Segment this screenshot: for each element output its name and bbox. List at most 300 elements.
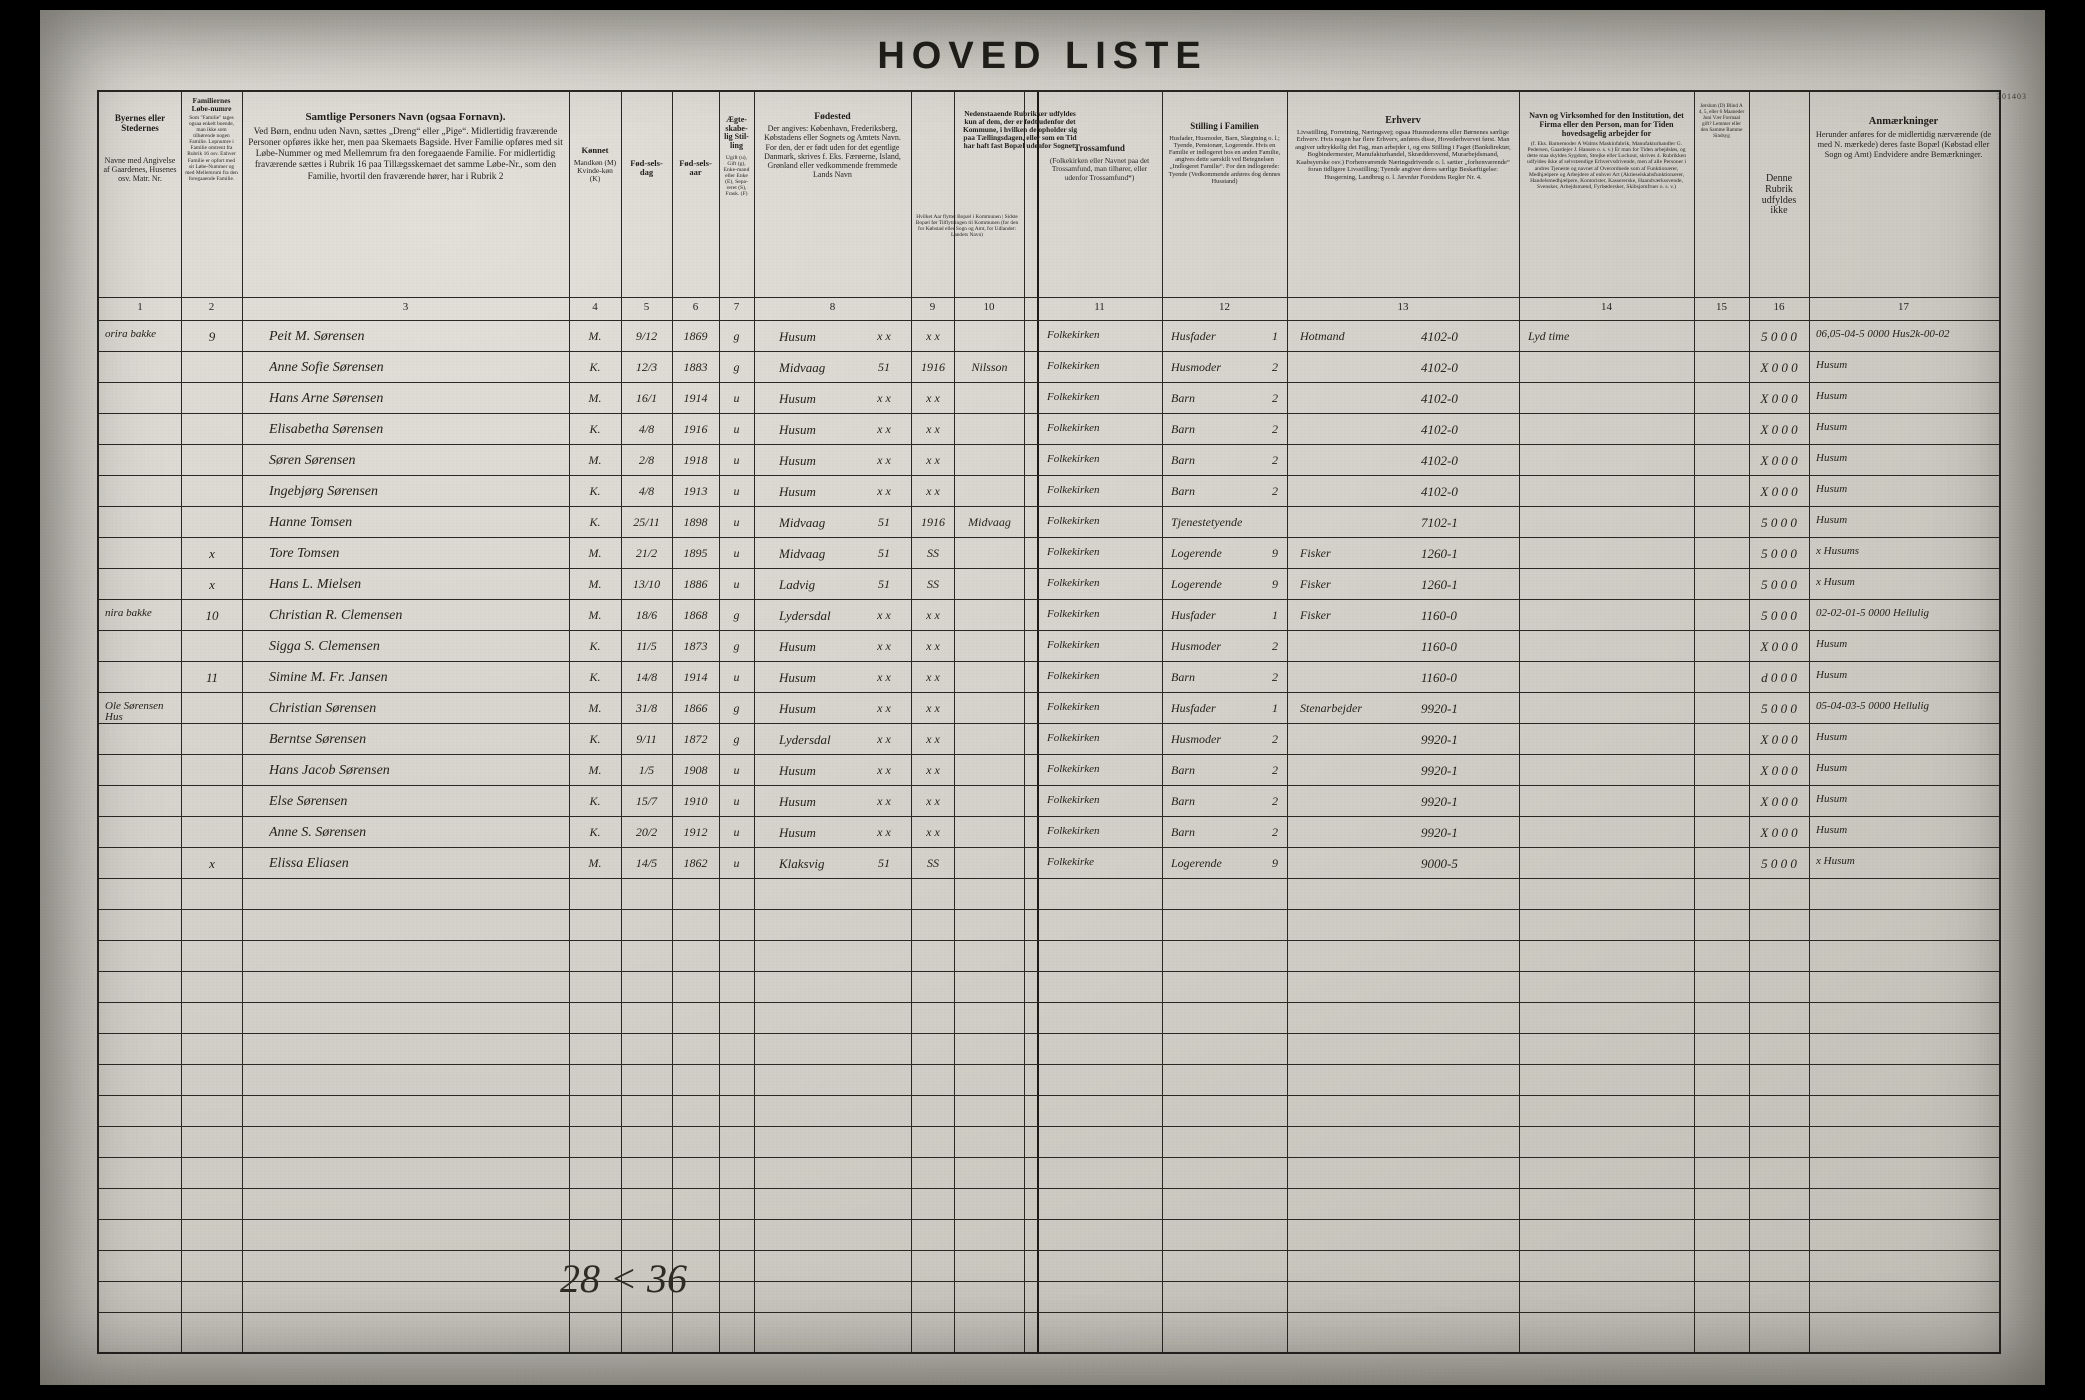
cell-occ_code: 1260-1 bbox=[1421, 577, 1458, 592]
colnum-4: 4 bbox=[592, 301, 598, 313]
cell-position: Husmoder bbox=[1171, 360, 1221, 374]
cell-byear: 1869 bbox=[683, 329, 708, 343]
cell-occ_code: 4102-0 bbox=[1421, 391, 1458, 406]
cell-name: Anne Sofie Sørensen bbox=[269, 360, 384, 375]
cell-denom: Folkekirken bbox=[1047, 577, 1100, 589]
colnum-3: 3 bbox=[402, 301, 409, 313]
cell-yr: SS bbox=[927, 856, 939, 870]
cell-bp_marks: x x bbox=[877, 422, 891, 436]
header-col-1: Byernes eller Stedernes Navne med Angivelse af Gaardenes, Husenes osv. Matr. Nr. bbox=[103, 113, 177, 183]
cell-yr: x x bbox=[926, 639, 940, 653]
cell-byear: 1868 bbox=[683, 608, 708, 622]
cell-from: Midvaag bbox=[968, 515, 1011, 529]
cell-sex: M. bbox=[588, 329, 602, 343]
cell-denom: Folkekirken bbox=[1047, 453, 1100, 465]
cell-byear: 1908 bbox=[683, 763, 708, 777]
cell-rubric: X 0 0 0 bbox=[1760, 453, 1798, 468]
cell-marital: u bbox=[733, 794, 740, 808]
cell-name: Elissa Eliasen bbox=[269, 856, 349, 871]
cell-bday: 4/8 bbox=[638, 484, 655, 498]
cell-rubric: 5 0 0 0 bbox=[1761, 515, 1797, 530]
cell-birthplace: Husum bbox=[779, 701, 816, 716]
cell-bp_marks: 51 bbox=[878, 515, 890, 529]
colnum-14: 14 bbox=[1601, 301, 1612, 313]
cell-rubric: X 0 0 0 bbox=[1760, 794, 1798, 809]
cell-bp_marks: x x bbox=[877, 608, 891, 622]
cell-position: Barn bbox=[1171, 453, 1195, 467]
cell-name: Sigga S. Clemensen bbox=[269, 639, 380, 654]
cell-pos_no: 2 bbox=[1272, 360, 1278, 374]
cell-name: Tore Tomsen bbox=[269, 546, 340, 561]
cell-bday: 9/12 bbox=[635, 329, 658, 343]
cell-marital: g bbox=[733, 360, 740, 374]
cell-name: Berntse Sørensen bbox=[269, 732, 367, 747]
cell-bp_marks: 51 bbox=[878, 360, 890, 374]
cell-fam: 11 bbox=[205, 670, 219, 685]
cell-pos_no: 9 bbox=[1272, 546, 1278, 560]
cell-notes: Husum bbox=[1816, 360, 1848, 371]
cell-occupation: Fisker bbox=[1300, 577, 1331, 591]
cell-bday: 12/3 bbox=[635, 360, 658, 374]
cell-name: Christian Sørensen bbox=[269, 701, 377, 716]
cell-denom: Folkekirken bbox=[1047, 639, 1100, 651]
cell-birthplace: Klaksvig bbox=[779, 856, 825, 871]
cell-marital: g bbox=[733, 329, 740, 343]
cell-name: Søren Sørensen bbox=[269, 453, 356, 468]
cell-denom: Folkekirke bbox=[1047, 856, 1095, 868]
cell-position: Barn bbox=[1171, 670, 1195, 684]
page-title: HOVED LISTE bbox=[877, 35, 1208, 77]
cell-fam: 9 bbox=[208, 329, 216, 344]
cell-bp_marks: x x bbox=[877, 329, 891, 343]
cell-notes: Husum bbox=[1816, 763, 1848, 774]
header-col-8: Fødested Der angives: København, Frederiksberg, Købstadens eller Sognets og Amtets Navn. For den, der er født uden for det egentlige Danmark, skrives f. Eks. Færøerne, Island, Grønland eller vedkommende fremmede Lands Navn bbox=[764, 112, 901, 180]
cell-birthplace: Husum bbox=[779, 794, 816, 809]
cell-birthplace: Husum bbox=[779, 422, 816, 437]
cell-denom: Folkekirken bbox=[1047, 515, 1100, 527]
cell-bday: 15/7 bbox=[635, 794, 658, 808]
cell-occupation: Stenarbejder bbox=[1300, 701, 1362, 715]
cell-bday: 21/2 bbox=[635, 546, 658, 560]
cell-marital: u bbox=[733, 515, 740, 529]
cell-marital: u bbox=[733, 453, 740, 467]
cell-sex: K. bbox=[589, 794, 601, 808]
cell-pos_no: 9 bbox=[1272, 856, 1278, 870]
colnum-6: 6 bbox=[692, 301, 699, 313]
cell-notes: Husum bbox=[1816, 391, 1848, 402]
cell-notes: Husum bbox=[1816, 825, 1848, 836]
cell-marital: u bbox=[733, 856, 740, 870]
cell-bp_marks: x x bbox=[877, 825, 891, 839]
cell-occ_code: 4102-0 bbox=[1421, 360, 1458, 375]
cell-place: nira bakke bbox=[105, 608, 152, 619]
header-col-13: Erhverv Livsstilling, Forretning, Næringsvej; ogsaa Husmoderens eller Børnenes særlige Erhverv. Hvis nogen har flere Erhverv, anføres disse, Hovederhvervet først. Man angiver udtrykkelig det Fag, man arbejder i, og ens Stilling i Faget (Bankdirektør, Bogbindermester, Manufakturhandel, Skræddersvend, Murarbejdsmand, Kaabsyerske osv.) Forhenværende Næringsdrivende o. l. sætter „forhenværende“ foran tidligere Livsstilling; Tyende angiver deres særlige Beskæftigelse: Husgerning, Landbrug o. l. Jævnfør Forsidens Regler Nr. 4. bbox=[1295, 115, 1511, 181]
cell-birthplace: Husum bbox=[779, 453, 816, 468]
cell-bday: 2/8 bbox=[638, 453, 655, 467]
cell-sex: M. bbox=[588, 856, 602, 870]
cell-byear: 1872 bbox=[683, 732, 708, 746]
cell-occ_code: 4102-0 bbox=[1421, 329, 1458, 344]
cell-denom: Folkekirken bbox=[1047, 794, 1100, 806]
cell-name: Hans Jacob Sørensen bbox=[269, 763, 390, 778]
census-table bbox=[97, 90, 2001, 1354]
cell-birthplace: Ladvig bbox=[779, 577, 816, 592]
colnum-13: 13 bbox=[1397, 301, 1409, 313]
cell-yr: x x bbox=[926, 763, 940, 777]
cell-birthplace: Midvaag bbox=[779, 515, 826, 530]
cell-occ_code: 9920-1 bbox=[1421, 732, 1458, 747]
cell-yr: x x bbox=[926, 701, 940, 715]
cell-place: Ole Sørensen Hus bbox=[105, 701, 164, 723]
cell-rubric: 5 0 0 0 bbox=[1761, 856, 1797, 871]
cell-rubric: 5 0 0 0 bbox=[1761, 329, 1797, 344]
colnum-2: 2 bbox=[208, 301, 215, 313]
cell-name: Else Sørensen bbox=[269, 794, 348, 809]
cell-position: Husmoder bbox=[1171, 639, 1221, 653]
cell-byear: 1913 bbox=[683, 484, 708, 498]
cell-denom: Folkekirken bbox=[1047, 391, 1100, 403]
cell-occ_code: 9920-1 bbox=[1421, 763, 1458, 778]
cell-byear: 1918 bbox=[683, 453, 708, 467]
cell-occ_code: 4102-0 bbox=[1421, 422, 1458, 437]
cell-sex: M. bbox=[588, 763, 602, 777]
cell-place: orira bakke bbox=[105, 329, 157, 340]
cell-position: Logerende bbox=[1171, 577, 1222, 591]
cell-yr: 1916 bbox=[921, 515, 945, 529]
cell-yr: 1916 bbox=[921, 360, 945, 374]
cell-bp_marks: x x bbox=[877, 484, 891, 498]
cell-denom: Folkekirken bbox=[1047, 763, 1100, 775]
cell-bp_marks: x x bbox=[877, 391, 891, 405]
cell-name: Hanne Tomsen bbox=[269, 515, 353, 530]
cell-byear: 1895 bbox=[683, 546, 708, 560]
colnum-16: 16 bbox=[1773, 301, 1785, 313]
cell-occ_code: 1160-0 bbox=[1421, 639, 1457, 654]
cell-rubric: 5 0 0 0 bbox=[1761, 608, 1797, 623]
cell-bday: 1/5 bbox=[638, 763, 655, 777]
cell-position: Logerende bbox=[1171, 856, 1222, 870]
cell-marital: g bbox=[733, 732, 740, 746]
cell-rubric: X 0 0 0 bbox=[1760, 732, 1798, 747]
cell-birthplace: Midvaag bbox=[779, 546, 826, 561]
cell-marital: u bbox=[733, 577, 740, 591]
cell-bp_marks: x x bbox=[877, 670, 891, 684]
cell-occ_code: 9000-5 bbox=[1421, 856, 1458, 871]
cell-denom: Folkekirken bbox=[1047, 732, 1100, 744]
colnum-8: 8 bbox=[829, 301, 836, 313]
header-col-12: Stilling i Familien Husfader, Husmoder, Barn, Slægtning o. l.; Tyende, Pensionær, Logerende. Hvis en Familie er indlogeret hos en anden Familie, angives dette særskilt ved Betegnelsen „Indlogeret Familie“. For den indlogerede: Tyende (Vedkommende anføres dog dennes Husstand) bbox=[1168, 121, 1281, 185]
cell-birthplace: Husum bbox=[779, 639, 816, 654]
cell-occupation: Fisker bbox=[1300, 546, 1331, 560]
header-col-15: Jørslum (D) Blind A 4, 5, eller 6 Maaneder Juni Vær Formaal gift? Lemmer eller den Samme Ramme Sindsyg bbox=[1698, 103, 1745, 139]
cell-byear: 1866 bbox=[683, 701, 708, 715]
cell-fam: 10 bbox=[205, 608, 219, 623]
cell-birthplace: Husum bbox=[779, 329, 816, 344]
cell-occ_code: 1160-0 bbox=[1421, 608, 1457, 623]
cell-notes: Husum bbox=[1816, 794, 1848, 805]
cell-sex: M. bbox=[588, 453, 602, 467]
cell-marital: u bbox=[733, 763, 740, 777]
cell-denom: Folkekirken bbox=[1047, 484, 1100, 496]
cell-byear: 1873 bbox=[683, 639, 708, 653]
cell-sex: M. bbox=[588, 608, 602, 622]
cell-pos_no: 2 bbox=[1272, 422, 1278, 436]
cell-notes: 05-04-03-5 0000 Hellulig bbox=[1816, 701, 1930, 712]
cell-fam: x bbox=[209, 577, 215, 592]
cell-sex: K. bbox=[589, 825, 601, 839]
cell-position: Barn bbox=[1171, 794, 1195, 808]
cell-birthplace: Husum bbox=[779, 763, 816, 778]
cell-name: Anne S. Sørensen bbox=[269, 825, 367, 840]
cell-bday: 13/10 bbox=[632, 577, 661, 591]
cell-bday: 11/5 bbox=[636, 639, 657, 653]
cell-birthplace: Midvaag bbox=[779, 360, 826, 375]
cell-bday: 16/1 bbox=[635, 391, 658, 405]
cell-name: Hans L. Mielsen bbox=[269, 577, 362, 592]
cell-pos_no: 2 bbox=[1272, 794, 1278, 808]
cell-yr: x x bbox=[926, 670, 940, 684]
cell-bday: 4/8 bbox=[638, 422, 655, 436]
cell-sex: K. bbox=[589, 484, 601, 498]
cell-notes: x Husums bbox=[1816, 546, 1860, 557]
cell-fam: x bbox=[209, 856, 215, 871]
cell-sex: M. bbox=[588, 577, 602, 591]
cell-yr: x x bbox=[926, 391, 940, 405]
cell-byear: 1883 bbox=[683, 360, 708, 374]
cell-marital: g bbox=[733, 639, 740, 653]
cell-sex: M. bbox=[588, 391, 602, 405]
cell-position: Husfader bbox=[1171, 329, 1216, 343]
cell-position: Logerende bbox=[1171, 546, 1222, 560]
cell-pos_no: 2 bbox=[1272, 825, 1278, 839]
cell-notes: x Husum bbox=[1816, 856, 1855, 867]
cell-pos_no: 9 bbox=[1272, 577, 1278, 591]
cell-occ_code: 7102-1 bbox=[1421, 515, 1458, 530]
cell-denom: Folkekirken bbox=[1047, 670, 1100, 682]
cell-occ_code: 9920-1 bbox=[1421, 794, 1458, 809]
cell-bp_marks: x x bbox=[877, 732, 891, 746]
cell-rubric: X 0 0 0 bbox=[1760, 422, 1798, 437]
colnum-1: 1 bbox=[137, 301, 143, 313]
cell-sex: K. bbox=[589, 639, 601, 653]
cell-yr: x x bbox=[926, 825, 940, 839]
header-col-14: Navn og Virksomhed for den Institution, det Firma eller den Person, man for Tiden hovedsagelig arbejder for (f. Eks. Barnemoder A Walms Maskinfabrik, Manufakturhandler G. Pedersen, Gaardejer J. Hansen o. s. v.) Er man for Tiden arbejdsløs, og dette maa skyldes Sygdom, Strejke eller Lockout, skrives 4. Rubrikken udfyldes ikke af selvstændige Erhvervsdrivende, men af alle Personer i andres Tjeneste og navnet af Overordnede som af Funktionærer, Medhjælpere og Arbejdere af enhver Art (Aktieselskabsfunktionærer, Handelsmedhjælpere, Kontorister, Kassererske, Haandværkssvende, Svensker, Arbejdsmænd, Fyrbødersker, Skibsjomfruer o. s. v.) bbox=[1526, 111, 1687, 191]
cell-occ_code: 4102-0 bbox=[1421, 453, 1458, 468]
header-col-6: Fød-sels-aar bbox=[679, 158, 712, 178]
cell-bday: 14/5 bbox=[635, 856, 658, 870]
cell-sex: M. bbox=[588, 701, 602, 715]
cell-yr: SS bbox=[927, 577, 939, 591]
cell-name: Peit M. Sørensen bbox=[269, 329, 365, 344]
cell-bp_marks: x x bbox=[877, 453, 891, 467]
cell-yr: x x bbox=[926, 329, 940, 343]
cell-yr: x x bbox=[926, 484, 940, 498]
cell-bp_marks: 51 bbox=[878, 577, 890, 591]
cell-bp_marks: 51 bbox=[878, 856, 890, 870]
cell-notes: 06,05-04-5 0000 Hus2k-00-02 bbox=[1816, 329, 1950, 340]
cell-bday: 14/8 bbox=[635, 670, 658, 684]
cell-pos_no: 2 bbox=[1272, 732, 1278, 746]
cell-pos_no: 2 bbox=[1272, 639, 1278, 653]
cell-position: Tjenestetyende bbox=[1171, 515, 1243, 529]
colnum-9: 9 bbox=[929, 301, 936, 313]
cell-occupation: Hotmand bbox=[1300, 329, 1345, 343]
colnum-7: 7 bbox=[733, 301, 740, 313]
cell-position: Barn bbox=[1171, 763, 1195, 777]
cell-bp_marks: 51 bbox=[878, 546, 890, 560]
cell-denom: Folkekirken bbox=[1047, 329, 1100, 341]
colnum-10: 10 bbox=[983, 301, 995, 313]
cell-sex: K. bbox=[589, 360, 601, 374]
colnum-5: 5 bbox=[643, 301, 650, 313]
cell-birthplace: Lydersdal bbox=[779, 608, 831, 623]
pencil-annotation: 28 < 36 bbox=[560, 1256, 687, 1301]
cell-notes: x Husum bbox=[1816, 577, 1855, 588]
cell-yr: SS bbox=[927, 546, 939, 560]
cell-notes: Husum bbox=[1816, 639, 1848, 650]
cell-byear: 1862 bbox=[683, 856, 708, 870]
cell-rubric: X 0 0 0 bbox=[1760, 763, 1798, 778]
cell-sex: K. bbox=[589, 422, 601, 436]
cell-birthplace: Husum bbox=[779, 391, 816, 406]
cell-bp_marks: x x bbox=[877, 794, 891, 808]
cell-notes: 02-02-01-5 0000 Hellulig bbox=[1816, 608, 1930, 619]
cell-denom: Folkekirken bbox=[1047, 701, 1100, 713]
cell-bday: 20/2 bbox=[635, 825, 658, 839]
cell-byear: 1916 bbox=[683, 422, 708, 436]
cell-yr: x x bbox=[926, 732, 940, 746]
cell-marital: u bbox=[733, 546, 740, 560]
cell-bp_marks: x x bbox=[877, 763, 891, 777]
cell-employer: Lyd time bbox=[1528, 329, 1570, 343]
form-id-code: 301403 bbox=[1997, 92, 2027, 101]
header-col-16: Denne Rubrik udfyldes ikke bbox=[1761, 173, 1797, 217]
header-col-4: Kønnet Mandkøn (M) Kvinde-køn (K) bbox=[573, 145, 617, 184]
header-col-17: Anmærkninger Herunder anføres for de midlertidig nærværende (de med N. mærkede) deres faste Bopæl (Købstad eller Sogn og Amt) Endvidere andre Bemærkninger. bbox=[1815, 116, 1992, 159]
cell-position: Barn bbox=[1171, 422, 1195, 436]
cell-position: Barn bbox=[1171, 391, 1195, 405]
cell-yr: x x bbox=[926, 794, 940, 808]
cell-rubric: d 0 0 0 bbox=[1761, 670, 1797, 685]
cell-marital: u bbox=[733, 670, 740, 684]
cell-byear: 1912 bbox=[683, 825, 708, 839]
colnum-12: 12 bbox=[1219, 301, 1230, 313]
cell-bday: 31/8 bbox=[635, 701, 658, 715]
cell-bday: 25/11 bbox=[633, 515, 660, 529]
cell-marital: u bbox=[733, 825, 740, 839]
cell-denom: Folkekirken bbox=[1047, 825, 1100, 837]
cell-position: Barn bbox=[1171, 484, 1195, 498]
cell-bday: 18/6 bbox=[635, 608, 658, 622]
cell-notes: Husum bbox=[1816, 732, 1848, 743]
cell-occ_code: 9920-1 bbox=[1421, 825, 1458, 840]
cell-pos_no: 2 bbox=[1272, 484, 1278, 498]
header-col-3: Samtlige Personers Navn (ogsaa Fornavn). Ved Børn, endnu uden Navn, sættes „Dreng“ eller „Pige“. Midlertidig fraværende Personer opføres ikke her, men paa Skemaets Bagside. Hver Familie opføres med sit Løbe-Nummer og med Mellemrum fra den foregaaende Familie. For midlertidig fraværende sættes i Rubrik 16 paa Tillægsskemaet det samme Løbe-Nr., som den Familie, hvortil den fraværende hører, har i Rubrik 2 bbox=[248, 111, 563, 182]
cell-rubric: X 0 0 0 bbox=[1760, 484, 1798, 499]
cell-rubric: X 0 0 0 bbox=[1760, 825, 1798, 840]
cell-byear: 1886 bbox=[683, 577, 708, 591]
cell-rubric: X 0 0 0 bbox=[1760, 391, 1798, 406]
cell-rubric: 5 0 0 0 bbox=[1761, 701, 1797, 716]
cell-name: Christian R. Clemensen bbox=[269, 608, 403, 623]
cell-name: Simine M. Fr. Jansen bbox=[269, 670, 388, 685]
cell-denom: Folkekirken bbox=[1047, 608, 1100, 620]
cell-pos_no: 1 bbox=[1272, 608, 1278, 622]
header-col-9: Nedenstaaende Rubrikker udfyldes kun af dem, der er født udenfor det Kommune, i hvilken de opholder sig paa Tællingsdagen, eller som en Tid har haft fast Bopæl udenfor Sognet. bbox=[962, 109, 1078, 150]
cell-birthplace: Husum bbox=[779, 484, 816, 499]
census-form-sheet bbox=[40, 10, 2045, 1385]
cell-fam: x bbox=[209, 546, 215, 561]
cell-marital: g bbox=[733, 701, 740, 715]
cell-notes: Husum bbox=[1816, 453, 1848, 464]
cell-marital: g bbox=[733, 608, 740, 622]
cell-occupation: Fisker bbox=[1300, 608, 1331, 622]
colnum-17: 17 bbox=[1898, 301, 1909, 313]
cell-sex: M. bbox=[588, 546, 602, 560]
header-col-2: Familiernes Løbe-numre Som "Familie" tages ogsaa enkelt boende, man ikke som tilhørende nogen Familie. Lopnumre i Familie omtrent fra Rubrik 16 osv. Enhver Familie er opfort med sit Løbe-Nummer og med Mellemrum fra den foregaaende Familie. bbox=[185, 96, 238, 182]
cell-pos_no: 1 bbox=[1272, 701, 1278, 715]
cell-name: Hans Arne Sørensen bbox=[269, 391, 384, 406]
cell-rubric: 5 0 0 0 bbox=[1761, 546, 1797, 561]
cell-denom: Folkekirken bbox=[1047, 422, 1100, 434]
cell-pos_no: 2 bbox=[1272, 391, 1278, 405]
cell-notes: Husum bbox=[1816, 422, 1848, 433]
cell-byear: 1910 bbox=[683, 794, 708, 808]
cell-occ_code: 1160-0 bbox=[1421, 670, 1457, 685]
colnum-11: 11 bbox=[1094, 301, 1105, 313]
cell-sex: K. bbox=[589, 732, 601, 746]
cell-notes: Husum bbox=[1816, 670, 1848, 681]
cell-position: Husfader bbox=[1171, 608, 1216, 622]
cell-sex: K. bbox=[589, 515, 601, 529]
cell-sex: K. bbox=[589, 670, 601, 684]
cell-denom: Folkekirken bbox=[1047, 546, 1100, 558]
cell-yr: x x bbox=[926, 608, 940, 622]
cell-pos_no: 2 bbox=[1272, 763, 1278, 777]
cell-bday: 9/11 bbox=[636, 732, 657, 746]
cell-occ_code: 4102-0 bbox=[1421, 484, 1458, 499]
cell-marital: u bbox=[733, 422, 740, 436]
cell-occ_code: 1260-1 bbox=[1421, 546, 1458, 561]
cell-name: Ingebjørg Sørensen bbox=[269, 484, 378, 499]
cell-yr: x x bbox=[926, 453, 940, 467]
cell-pos_no: 2 bbox=[1272, 670, 1278, 684]
cell-notes: Husum bbox=[1816, 484, 1848, 495]
cell-name: Elisabetha Sørensen bbox=[269, 422, 384, 437]
cell-occ_code: 9920-1 bbox=[1421, 701, 1458, 716]
cell-byear: 1914 bbox=[683, 391, 708, 405]
cell-rubric: 5 0 0 0 bbox=[1761, 577, 1797, 592]
cell-position: Husmoder bbox=[1171, 732, 1221, 746]
colnum-15: 15 bbox=[1716, 301, 1727, 313]
cell-position: Husfader bbox=[1171, 701, 1216, 715]
cell-rubric: X 0 0 0 bbox=[1760, 360, 1798, 375]
cell-yr: x x bbox=[926, 422, 940, 436]
header-col-9-sub: Hvilket Aar flyttet Bopæl i Kommunen | Sidste Bopæl før Tilflytningen til Kommunen (for den for Købstad eller Sogn og Amt, for Udlandet: Landets Navn) bbox=[915, 214, 1019, 239]
cell-notes: Husum bbox=[1816, 515, 1848, 526]
header-col-5: Fød-sels-dag bbox=[630, 158, 663, 178]
cell-bp_marks: x x bbox=[877, 701, 891, 715]
cell-marital: u bbox=[733, 391, 740, 405]
cell-birthplace: Husum bbox=[779, 670, 816, 685]
cell-pos_no: 1 bbox=[1272, 329, 1278, 343]
cell-birthplace: Husum bbox=[779, 825, 816, 840]
cell-byear: 1914 bbox=[683, 670, 708, 684]
cell-bp_marks: x x bbox=[877, 639, 891, 653]
cell-marital: u bbox=[733, 484, 740, 498]
cell-pos_no: 2 bbox=[1272, 453, 1278, 467]
cell-byear: 1898 bbox=[683, 515, 708, 529]
